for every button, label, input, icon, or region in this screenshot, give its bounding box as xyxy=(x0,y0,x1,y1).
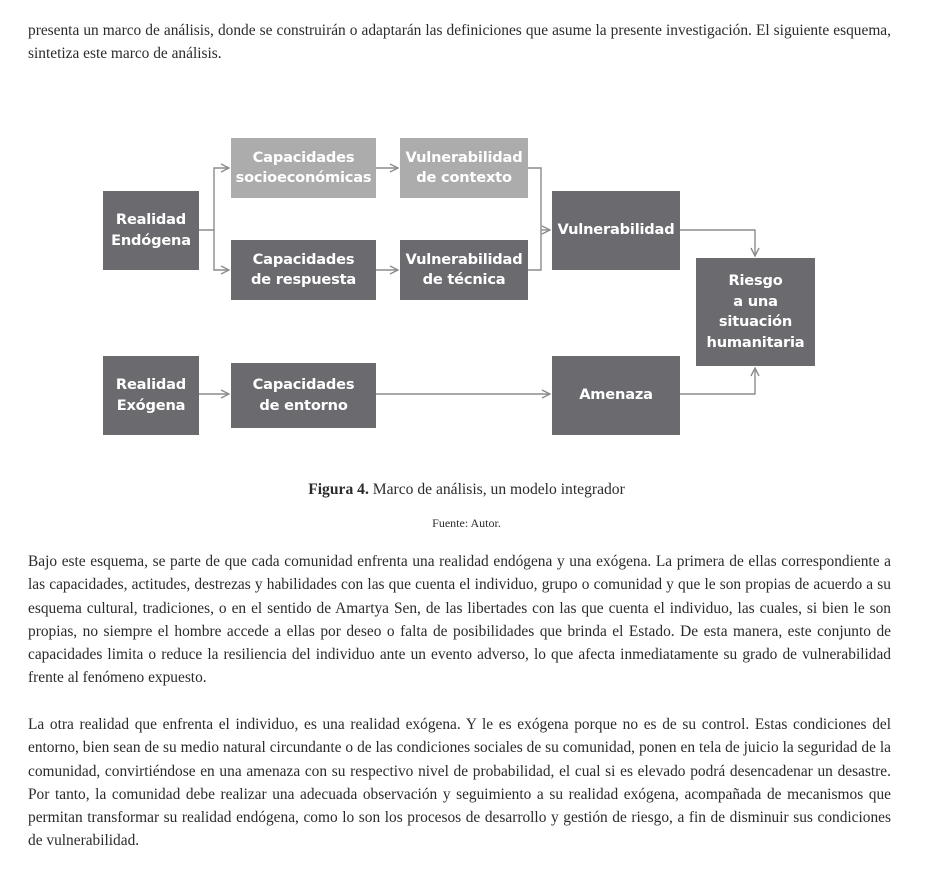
figure-source: Fuente: Autor. xyxy=(432,516,501,530)
node-capacidades-entorno: Capacidades de entorno xyxy=(231,363,376,428)
node-vulnerabilidad: Vulnerabilidad xyxy=(552,191,680,270)
intro-paragraph: presenta un marco de análisis, donde se construirán o adaptarán las definiciones que asume la presente investigación. El siguiente esquema, sintetiza este marco de análisis. xyxy=(28,22,891,63)
node-vulnerabilidad-tecnica: Vulnerabilidad de técnica xyxy=(400,240,528,300)
body-paragraph-1: Bajo este esquema, se parte de que cada comunidad enfrenta una realidad endógena y una exógena. La primera de ellas correspondiente a las capacidades, actitudes, destrezas y habilidades con las que cuenta el individuo, grupo o comunidad y que le son propias de acuerdo a su esquema cultural, tradiciones, o en el sentido de Amartya Sen, de las libertades con las que cuenta el individuo, las cuales, si bien le son propias, no siempre el hombre accede a ellas por deseo o falta de posibilidades que brinda el Estado. De esta manera, este conjunto de capacidades limita o reduce la resiliencia del individuo ante un evento adverso, lo que afecta inmediatamente su grado de vulnerabilidad frente al fenómeno expuesto. xyxy=(28,553,891,687)
node-realidad-endogena: Realidad Endógena xyxy=(103,191,199,270)
connector-endogena-socioeconomicas xyxy=(199,168,229,230)
connector-vulnerabilidad-riesgo xyxy=(680,230,755,256)
node-riesgo-situacion-humanitaria: Riesgo a una situación humanitaria xyxy=(696,258,815,366)
connector-amenaza-riesgo xyxy=(680,368,755,394)
node-realidad-exogena: Realidad Exógena xyxy=(103,356,199,435)
node-amenaza: Amenaza xyxy=(552,356,680,435)
node-vulnerabilidad-contexto: Vulnerabilidad de contexto xyxy=(400,138,528,198)
connector-merge-bracket xyxy=(528,168,541,270)
figure-caption xyxy=(0,481,933,499)
body-paragraph-2: La otra realidad que enfrenta el individuo, es una realidad exógena. Y le es exógena porque no es de su control. Estas condiciones del entorno, bien sean de su medio natural circundante o de las condiciones sociales de su comunidad, ponen en tela de juicio la seguridad de la comunidad, convirtiéndose en una amenaza con su respectivo nivel de probabilidad, el cual si es elevado podrá desencadenar un desastre. Por tanto, la comunidad debe realizar una adecuada observación y seguimiento a su realidad exógena, acompañada de mecanismos que permitan transformar su realidad endógena, como lo son los procesos de desarrollo y gestión de riesgo, a fin de disminuir sus condiciones de vulnerabilidad. xyxy=(28,716,891,850)
connector-endogena-respuesta xyxy=(214,230,229,270)
figure-label: Figura 4. xyxy=(308,481,369,498)
figure-caption-text: Marco de análisis, un modelo integrador xyxy=(372,481,625,498)
node-capacidades-respuesta: Capacidades de respuesta xyxy=(231,240,376,300)
node-capacidades-socioeconomicas: Capacidades socioeconómicas xyxy=(231,138,376,198)
